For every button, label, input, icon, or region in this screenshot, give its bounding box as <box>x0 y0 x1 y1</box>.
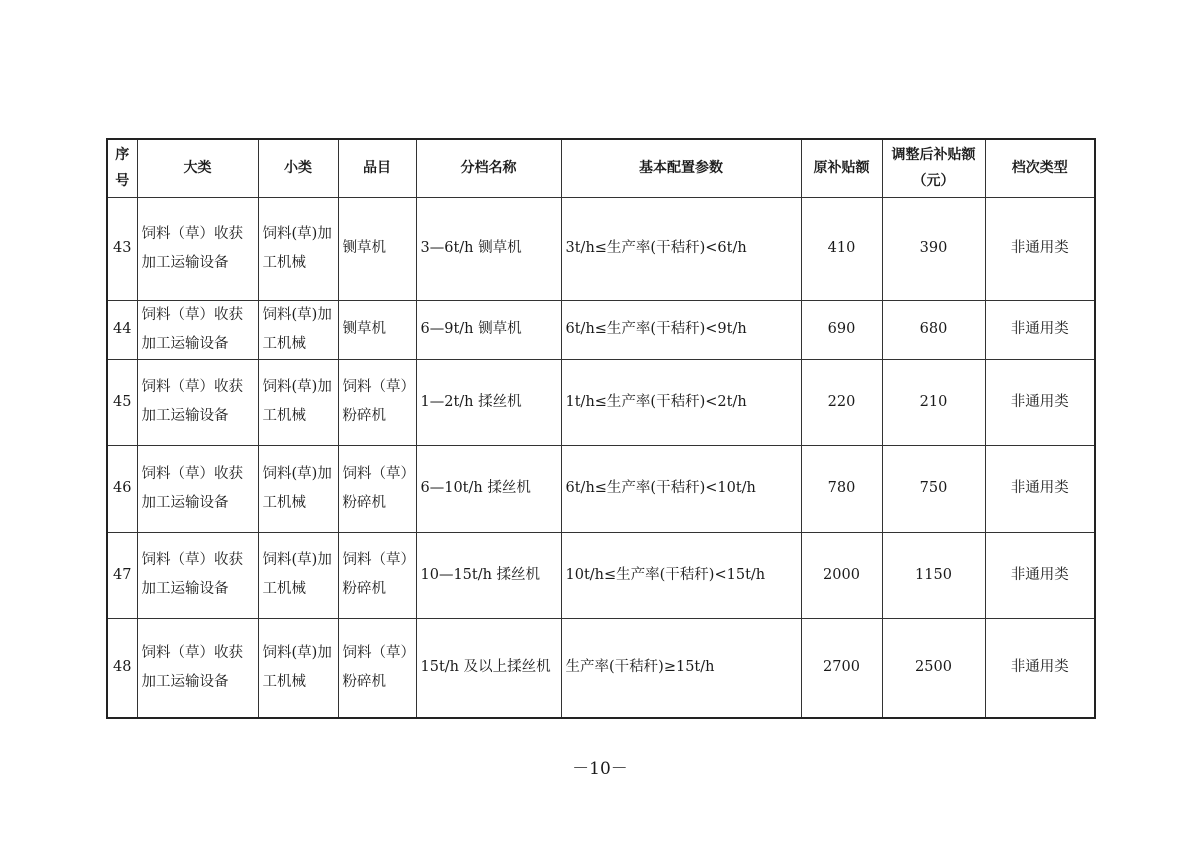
cell-item: 饲料（草）粉碎机 <box>338 618 416 718</box>
cell-item: 铡草机 <box>338 300 416 359</box>
table-row <box>107 618 1095 718</box>
page-number: －10－ <box>572 759 628 779</box>
cell-category: 饲料（草）收获加工运输设备 <box>137 359 258 445</box>
cell-config: 6t/h≤生产率(干秸秆)<10t/h <box>561 445 801 532</box>
subsidy-table <box>106 138 1096 719</box>
cell-grade-type: 非通用类 <box>985 300 1095 359</box>
cell-grade-type: 非通用类 <box>985 359 1095 445</box>
table-row <box>107 445 1095 532</box>
cell-category: 饲料（草）收获加工运输设备 <box>137 197 258 300</box>
cell-config: 1t/h≤生产率(干秸秆)<2t/h <box>561 359 801 445</box>
cell-subcategory: 饲料(草)加工机械 <box>258 197 338 300</box>
cell-category: 饲料（草）收获加工运输设备 <box>137 445 258 532</box>
cell-category: 饲料（草）收获加工运输设备 <box>137 532 258 618</box>
header-adjusted-subsidy: 调整后补贴额（元） <box>882 139 985 197</box>
cell-category: 饲料（草）收获加工运输设备 <box>137 618 258 718</box>
cell-grade-type: 非通用类 <box>985 532 1095 618</box>
header-item: 品目 <box>338 139 416 197</box>
cell-category: 饲料（草）收获加工运输设备 <box>137 300 258 359</box>
cell-grade-type: 非通用类 <box>985 618 1095 718</box>
table-row <box>107 359 1095 445</box>
cell-adjusted-subsidy: 680 <box>882 300 985 359</box>
cell-original-subsidy: 220 <box>801 359 882 445</box>
cell-original-subsidy: 2700 <box>801 618 882 718</box>
cell-grade-type: 非通用类 <box>985 445 1095 532</box>
header-subcategory: 小类 <box>258 139 338 197</box>
cell-grade-name: 10—15t/h 揉丝机 <box>416 532 561 618</box>
cell-seq: 46 <box>107 445 137 532</box>
cell-adjusted-subsidy: 750 <box>882 445 985 532</box>
table-row <box>107 300 1095 359</box>
cell-subcategory: 饲料(草)加工机械 <box>258 532 338 618</box>
header-grade-type: 档次类型 <box>985 139 1095 197</box>
cell-config: 6t/h≤生产率(干秸秆)<9t/h <box>561 300 801 359</box>
cell-grade-name: 15t/h 及以上揉丝机 <box>416 618 561 718</box>
cell-config: 生产率(干秸秆)≥15t/h <box>561 618 801 718</box>
cell-seq: 43 <box>107 197 137 300</box>
header-original-subsidy: 原补贴额 <box>801 139 882 197</box>
cell-item: 饲料（草）粉碎机 <box>338 359 416 445</box>
header-grade-name: 分档名称 <box>416 139 561 197</box>
cell-adjusted-subsidy: 390 <box>882 197 985 300</box>
cell-grade-name: 3—6t/h 铡草机 <box>416 197 561 300</box>
cell-item: 饲料（草）粉碎机 <box>338 445 416 532</box>
cell-original-subsidy: 410 <box>801 197 882 300</box>
header-config: 基本配置参数 <box>561 139 801 197</box>
cell-adjusted-subsidy: 210 <box>882 359 985 445</box>
cell-subcategory: 饲料(草)加工机械 <box>258 300 338 359</box>
cell-config: 3t/h≤生产率(干秸秆)<6t/h <box>561 197 801 300</box>
cell-seq: 48 <box>107 618 137 718</box>
cell-seq: 47 <box>107 532 137 618</box>
cell-grade-name: 1—2t/h 揉丝机 <box>416 359 561 445</box>
cell-subcategory: 饲料(草)加工机械 <box>258 445 338 532</box>
cell-grade-name: 6—9t/h 铡草机 <box>416 300 561 359</box>
table-row <box>107 532 1095 618</box>
cell-original-subsidy: 690 <box>801 300 882 359</box>
header-seq: 序号 <box>107 139 137 197</box>
header-category: 大类 <box>137 139 258 197</box>
cell-seq: 45 <box>107 359 137 445</box>
header-row <box>107 139 1095 197</box>
cell-original-subsidy: 2000 <box>801 532 882 618</box>
cell-grade-name: 6—10t/h 揉丝机 <box>416 445 561 532</box>
cell-subcategory: 饲料(草)加工机械 <box>258 618 338 718</box>
cell-original-subsidy: 780 <box>801 445 882 532</box>
cell-item: 饲料（草）粉碎机 <box>338 532 416 618</box>
cell-item: 铡草机 <box>338 197 416 300</box>
cell-adjusted-subsidy: 1150 <box>882 532 985 618</box>
cell-config: 10t/h≤生产率(干秸秆)<15t/h <box>561 532 801 618</box>
table-row <box>107 197 1095 300</box>
cell-seq: 44 <box>107 300 137 359</box>
cell-subcategory: 饲料(草)加工机械 <box>258 359 338 445</box>
cell-grade-type: 非通用类 <box>985 197 1095 300</box>
cell-adjusted-subsidy: 2500 <box>882 618 985 718</box>
